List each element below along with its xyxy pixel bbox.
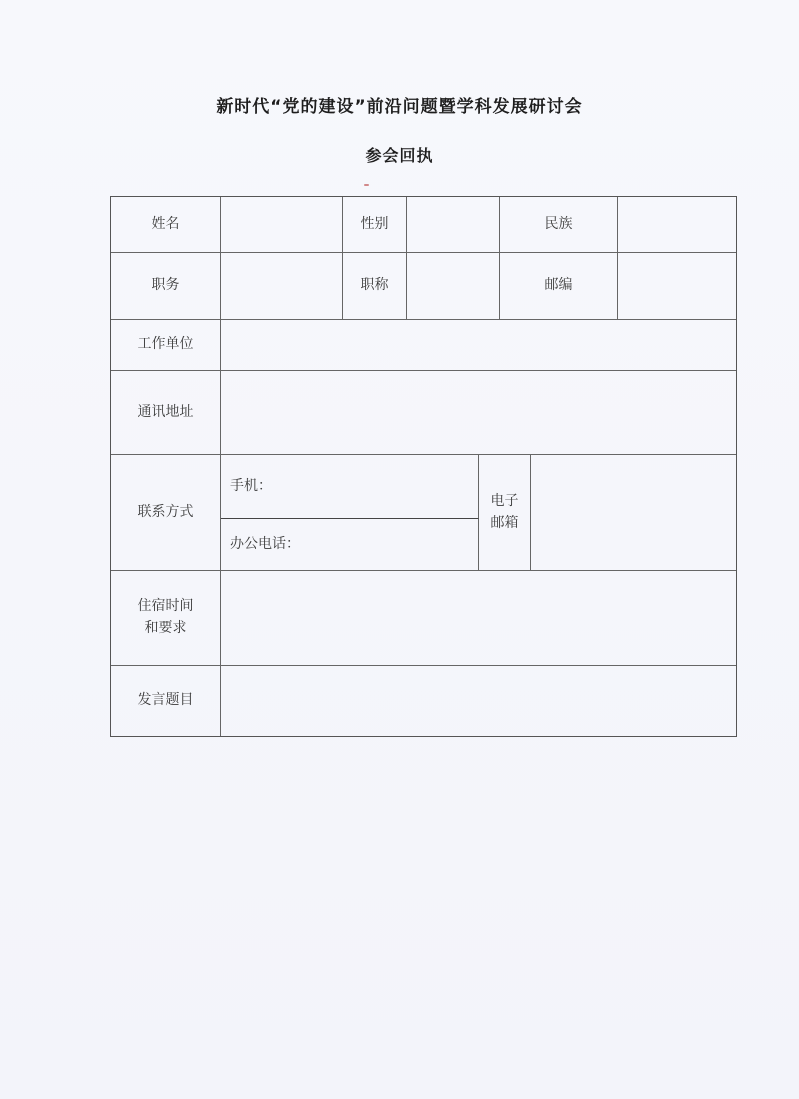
address-field[interactable] <box>221 371 736 455</box>
gender-label: 性别 <box>360 215 389 232</box>
lodging-label-line2: 和要求 <box>144 620 187 636</box>
position-label-cell <box>111 253 221 320</box>
title-field[interactable] <box>407 253 500 320</box>
postcode-label: 邮编 <box>544 277 573 294</box>
ink-speck <box>364 184 369 186</box>
registration-form-table <box>110 196 737 737</box>
name-label-cell <box>111 197 221 253</box>
lodging-label-line1: 住宿时间 <box>137 598 194 615</box>
email-label-line2: 邮箱 <box>490 514 519 531</box>
address-label: 通讯地址 <box>137 403 194 420</box>
mobile-field[interactable] <box>221 455 479 519</box>
speech-title-field[interactable] <box>221 666 736 736</box>
ethnicity-field[interactable] <box>618 197 736 253</box>
workplace-field[interactable] <box>221 320 736 371</box>
email-field[interactable] <box>531 455 736 571</box>
name-field[interactable] <box>221 197 343 253</box>
gender-field[interactable] <box>407 197 500 253</box>
office-phone-field[interactable] <box>221 519 479 571</box>
gender-label-cell <box>343 197 407 253</box>
address-label-cell <box>111 371 221 455</box>
postcode-field[interactable] <box>618 253 736 320</box>
title-label-cell <box>343 253 407 320</box>
contact-label-cell <box>111 455 221 571</box>
document-subtitle: 参会回执 <box>365 146 434 165</box>
ethnicity-label: 民族 <box>544 215 573 232</box>
workplace-label: 工作单位 <box>137 336 194 353</box>
office-phone-label: 办公电话： <box>230 535 300 552</box>
email-label-cell <box>479 455 531 571</box>
lodging-field[interactable] <box>221 571 736 666</box>
speech-title-label-cell <box>111 666 221 736</box>
lodging-label-cell <box>111 571 221 666</box>
workplace-label-cell <box>111 320 221 371</box>
position-label: 职务 <box>151 277 180 294</box>
name-label: 姓名 <box>151 215 180 232</box>
postcode-label-cell <box>500 253 618 320</box>
document-title: 新时代“党的建设”前沿问题暨学科发展研讨会 <box>216 97 583 117</box>
speech-title-label: 发言题目 <box>137 692 194 709</box>
ethnicity-label-cell <box>500 197 618 253</box>
mobile-label: 手机： <box>230 477 272 494</box>
position-field[interactable] <box>221 253 343 320</box>
title-label: 职称 <box>360 277 389 294</box>
email-label-line1: 电子 <box>490 492 519 509</box>
contact-label: 联系方式 <box>137 503 194 520</box>
